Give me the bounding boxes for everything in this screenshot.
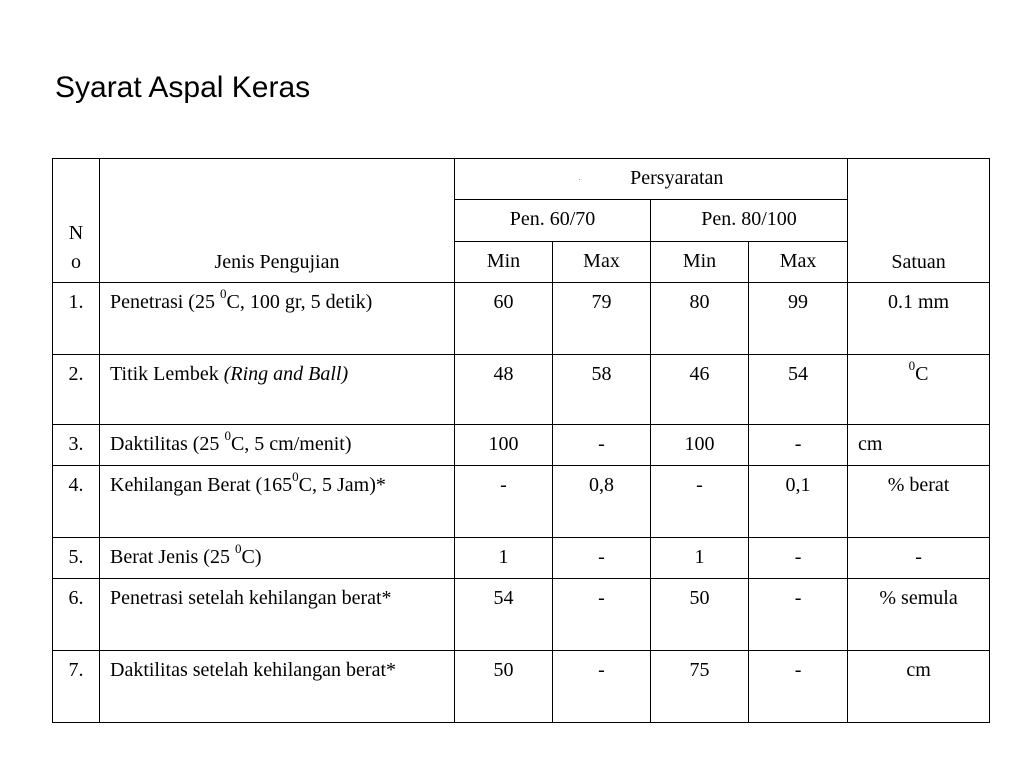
dot-mark: . bbox=[578, 175, 581, 182]
row-min-1: - bbox=[455, 466, 553, 538]
header-no bbox=[53, 159, 100, 283]
row-max-2: 54 bbox=[749, 355, 848, 425]
table-row bbox=[53, 651, 990, 723]
row-min-1: 60 bbox=[455, 283, 553, 355]
degree-mark: 0 bbox=[224, 428, 231, 444]
row-no: 6. bbox=[53, 579, 100, 651]
header-jenis-pengujian: Jenis Pengujian bbox=[100, 159, 455, 283]
row-jenis: Penetrasi setelah kehilangan berat* bbox=[100, 579, 455, 651]
header-pen-80-100: Pen. 80/100 bbox=[651, 200, 848, 242]
table-row bbox=[53, 466, 990, 538]
row-jenis-text: Penetrasi (25 bbox=[110, 291, 220, 313]
degree-mark: 0 bbox=[908, 358, 916, 374]
row-no: 5. bbox=[53, 538, 100, 579]
row-jenis-text: Kehilangan Berat (165 bbox=[110, 474, 293, 496]
row-satuan: 0.1 mm bbox=[848, 283, 990, 355]
row-min-1: 100 bbox=[455, 425, 553, 466]
row-min-2: 75 bbox=[651, 651, 749, 723]
row-jenis bbox=[100, 355, 455, 425]
row-max-1: 0,8 bbox=[553, 466, 651, 538]
row-satuan bbox=[848, 355, 990, 425]
requirements-table bbox=[52, 158, 990, 723]
row-jenis-text-2: C) bbox=[241, 546, 262, 568]
row-min-2: 100 bbox=[651, 425, 749, 466]
header-max-2: Max bbox=[749, 242, 848, 283]
row-max-2: 0,1 bbox=[749, 466, 848, 538]
header-persyaratan-label: Persyaratan bbox=[630, 167, 724, 189]
row-max-1: 58 bbox=[553, 355, 651, 425]
row-no: 7. bbox=[53, 651, 100, 723]
row-jenis bbox=[100, 283, 455, 355]
row-satuan-text: C bbox=[915, 363, 929, 385]
row-no: 3. bbox=[53, 425, 100, 466]
row-max-2: 99 bbox=[749, 283, 848, 355]
degree-mark: 0 bbox=[292, 469, 299, 485]
row-max-2: - bbox=[749, 538, 848, 579]
header-pen-60-70: Pen. 60/70 bbox=[455, 200, 651, 242]
header-min-2: Min bbox=[651, 242, 749, 283]
row-no: 2. bbox=[53, 355, 100, 425]
row-jenis-text-2: C, 5 Jam)* bbox=[298, 474, 386, 496]
slide-title: Syarat Aspal Keras bbox=[55, 71, 311, 104]
row-jenis-text-2: C, 5 cm/menit) bbox=[230, 433, 352, 455]
row-jenis-text: Berat Jenis (25 bbox=[110, 546, 235, 568]
table-row bbox=[53, 579, 990, 651]
row-no: 1. bbox=[53, 283, 100, 355]
row-max-2: - bbox=[749, 425, 848, 466]
row-satuan: cm bbox=[848, 425, 990, 466]
row-min-2: 1 bbox=[651, 538, 749, 579]
row-min-1: 1 bbox=[455, 538, 553, 579]
table-row bbox=[53, 538, 990, 579]
row-jenis-text-2: C, 100 gr, 5 detik) bbox=[226, 291, 373, 313]
header-no-line2: o bbox=[71, 251, 81, 273]
row-jenis-text: Daktilitas (25 bbox=[110, 433, 225, 455]
row-max-1: - bbox=[553, 579, 651, 651]
row-max-2: - bbox=[749, 579, 848, 651]
header-min-1: Min bbox=[455, 242, 553, 283]
row-jenis: Daktilitas setelah kehilangan berat* bbox=[100, 651, 455, 723]
table-row bbox=[53, 425, 990, 466]
row-min-1: 50 bbox=[455, 651, 553, 723]
table-row bbox=[53, 355, 990, 425]
row-jenis bbox=[100, 425, 455, 466]
header-row-1 bbox=[53, 159, 990, 200]
header-no-line1: N bbox=[68, 222, 84, 244]
row-min-2: - bbox=[651, 466, 749, 538]
row-min-1: 54 bbox=[455, 579, 553, 651]
header-persyaratan bbox=[455, 159, 848, 200]
row-satuan: % semula bbox=[848, 579, 990, 651]
row-jenis-italic: (Ring and Ball) bbox=[223, 363, 349, 385]
row-satuan: % berat bbox=[848, 466, 990, 538]
row-max-1: - bbox=[553, 538, 651, 579]
row-max-1: - bbox=[553, 425, 651, 466]
header-max-1: Max bbox=[553, 242, 651, 283]
row-min-2: 50 bbox=[651, 579, 749, 651]
row-min-2: 46 bbox=[651, 355, 749, 425]
degree-mark: 0 bbox=[234, 541, 242, 557]
table-row bbox=[53, 283, 990, 355]
row-no: 4. bbox=[53, 466, 100, 538]
row-max-2: - bbox=[749, 651, 848, 723]
row-max-1: - bbox=[553, 651, 651, 723]
row-satuan: - bbox=[848, 538, 990, 579]
row-jenis-text: Titik Lembek bbox=[110, 363, 224, 385]
header-satuan: Satuan bbox=[848, 159, 990, 283]
row-jenis bbox=[100, 538, 455, 579]
row-min-2: 80 bbox=[651, 283, 749, 355]
row-satuan: cm bbox=[848, 651, 990, 723]
row-max-1: 79 bbox=[553, 283, 651, 355]
row-min-1: 48 bbox=[455, 355, 553, 425]
degree-mark: 0 bbox=[219, 286, 227, 302]
row-jenis bbox=[100, 466, 455, 538]
